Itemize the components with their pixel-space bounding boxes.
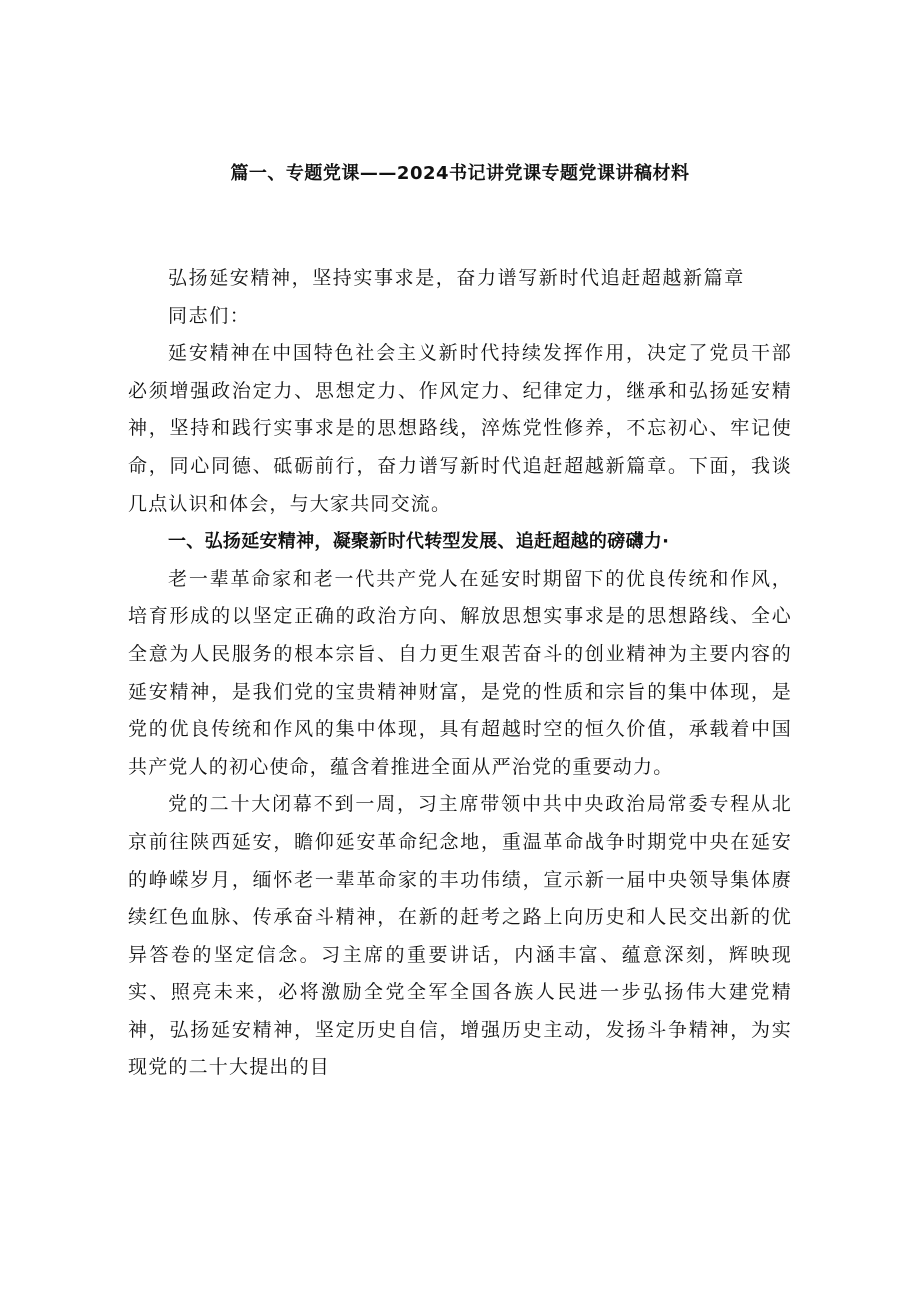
section-1-paragraph-2: 党的二十大闭幕不到一周，习主席带领中共中央政治局常委专程从北京前往陕西延安，瞻仰延安革命纪念地，重温革命战争时期党中央在延安的峥嵘岁月，缅怀老一辈革命家的丰功伟绩，宣示新一届中央领导集体赓续红色血脉、传承奋斗精神，在新的赶考之路上向历史和人民交出新的优异答卷的坚定信念。习主席的重要讲话，内涵丰富、蕴意深刻，辉映现实、照亮未来，必将激励全党全军全国各族人民进一步弘扬伟大建党精神，弘扬延安精神，坚定历史自信，增强历史主动，发扬斗争精神，为实现党的二十大提出的目: [128, 793, 792, 1079]
section-1-paragraph-1: 老一辈革命家和老一代共产党人在延安时期留下的优良传统和作风，培育形成的以坚定正确的政治方向、解放思想实事求是的思想路线、全心全意为人民服务的根本宗旨、自力更生艰苦奋斗的创业精神为主要内容的延安精神，是我们党的宝贵精神财富，是党的性质和宗旨的集中体现，是党的优良传统和作风的集中体现，具有超越时空的恒久价值，承载着中国共产党人的初心使命，蕴含着推进全面从严治党的重要动力。: [128, 567, 792, 778]
document-title: 篇一、专题党课——2024书记讲党课专题党课讲稿材料: [230, 163, 690, 184]
speech-greeting: 同志们：: [168, 304, 251, 327]
document-body: [128, 260, 792, 1087]
section-heading-1: 一、弘扬延安精神，凝聚新时代转型发展、追赶超越的磅礴力·: [168, 531, 670, 553]
speech-subtitle: 弘扬延安精神，坚持实事求是，奋力谱写新时代追赶超越新篇章: [168, 267, 745, 289]
intro-paragraph: 延安精神在中国特色社会主义新时代持续发挥作用，决定了党员干部必须增强政治定力、思想定力、作风定力、纪律定力，继承和弘扬延安精神，坚持和践行实事求是的思想路线，淬炼党性修养，不忘初心、牢记使命，同心同德、砥砺前行，奋力谱写新时代追赶超越新篇章。下面，我谈几点认识和体会，与大家共同交流。: [128, 342, 792, 515]
